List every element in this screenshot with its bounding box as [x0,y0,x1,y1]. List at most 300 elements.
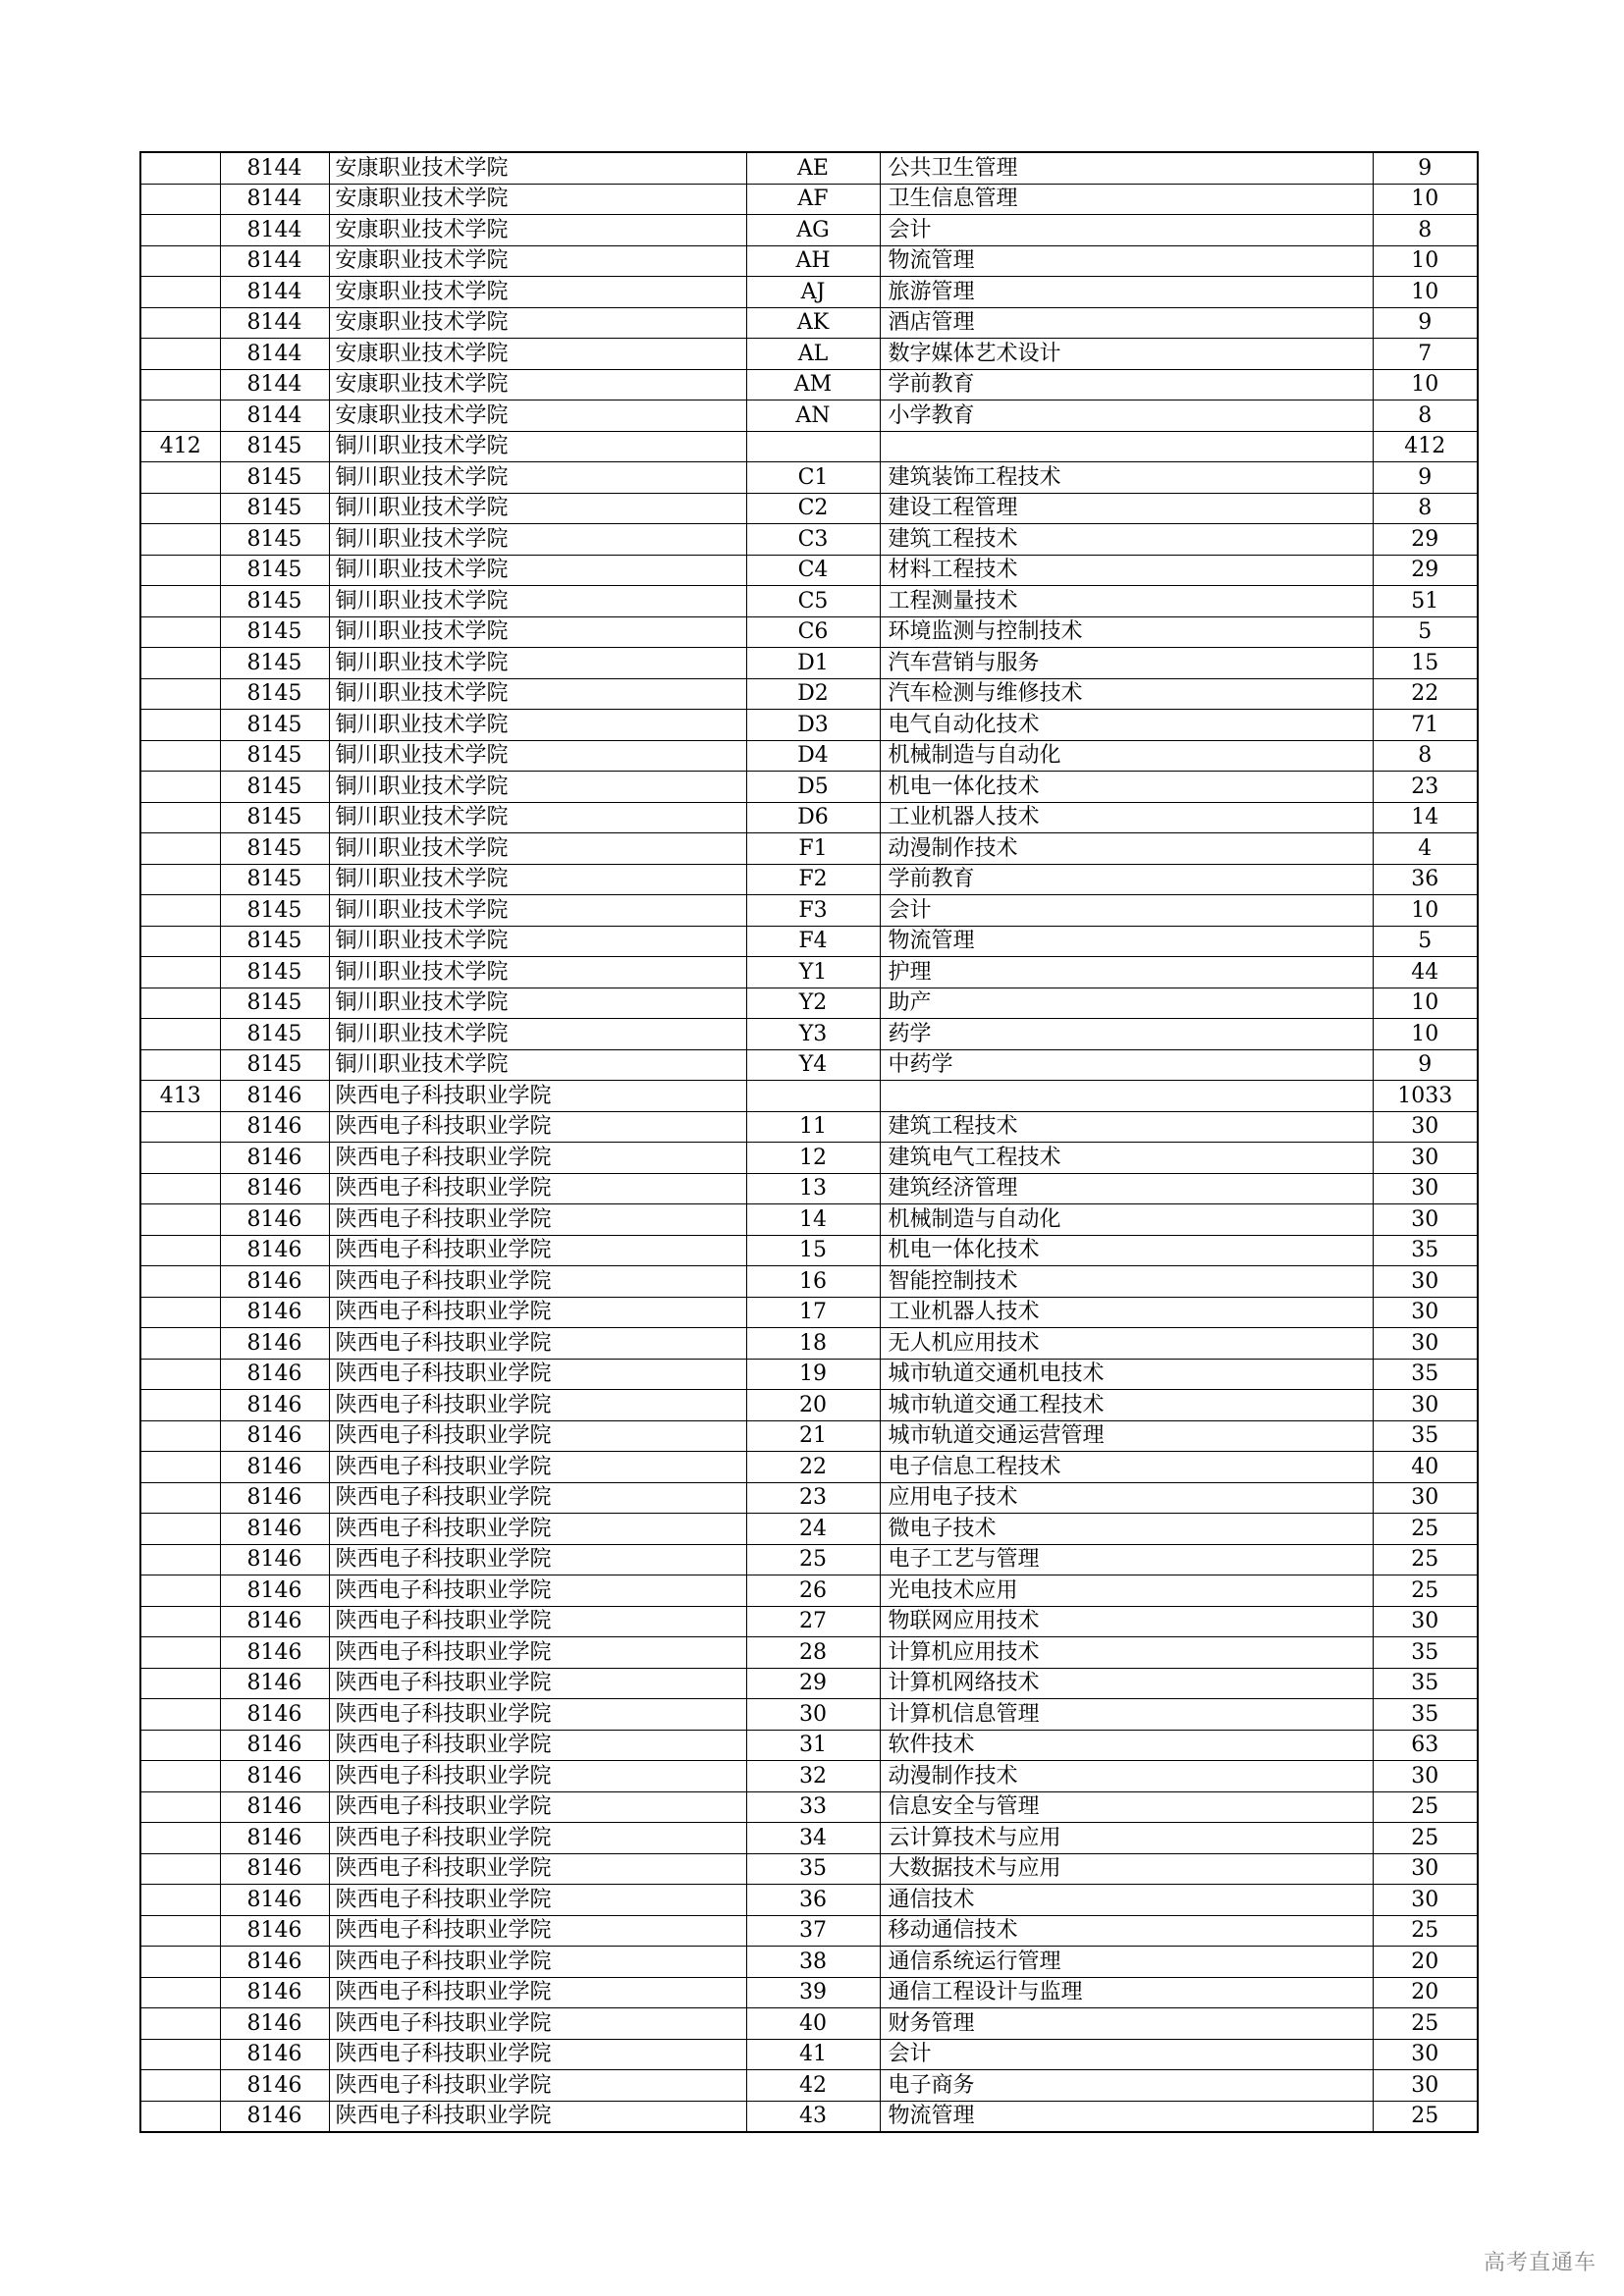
table-row [140,1761,1478,1792]
major-code-cell: F1 [746,833,880,865]
school-name-cell: 铜川职业技术学院 [329,988,746,1019]
major-name-cell [880,431,1373,462]
major-name-cell: 城市轨道交通工程技术 [880,1390,1373,1421]
major-code-cell: C2 [746,493,880,524]
major-name-cell: 助产 [880,988,1373,1019]
school-name-cell: 安康职业技术学院 [329,215,746,246]
group-number-cell [140,1699,220,1731]
major-code-cell: 14 [746,1204,880,1236]
school-name-cell: 陕西电子科技职业学院 [329,1328,746,1360]
major-name-cell: 物联网应用技术 [880,1606,1373,1637]
group-number-cell [140,1420,220,1452]
plan-count-cell: 51 [1373,586,1478,617]
table-row [140,1791,1478,1823]
major-name-cell: 护理 [880,957,1373,988]
school-code-cell: 8145 [220,1049,329,1081]
major-code-cell: AJ [746,277,880,308]
plan-count-cell: 5 [1373,616,1478,648]
school-code-cell: 8144 [220,215,329,246]
table-row [140,431,1478,462]
major-code-cell [746,1081,880,1112]
plan-count-cell: 35 [1373,1699,1478,1731]
major-code-cell: D5 [746,772,880,803]
major-code-cell: F3 [746,895,880,927]
school-code-cell: 8145 [220,648,329,679]
group-number-cell [140,710,220,741]
school-name-cell: 铜川职业技术学院 [329,524,746,556]
school-code-cell: 8145 [220,740,329,772]
group-number-cell [140,1452,220,1483]
major-name-cell: 工业机器人技术 [880,1297,1373,1328]
school-name-cell: 陕西电子科技职业学院 [329,2008,746,2040]
table-row [140,1390,1478,1421]
group-number-cell [140,1977,220,2008]
plan-count-cell: 63 [1373,1730,1478,1761]
school-name-cell: 陕西电子科技职业学院 [329,1482,746,1514]
table-row [140,864,1478,895]
group-number-cell [140,2070,220,2102]
school-name-cell: 安康职业技术学院 [329,369,746,400]
major-name-cell: 电子商务 [880,2070,1373,2102]
table-row [140,833,1478,865]
enrollment-plan-body [140,152,1478,2132]
school-code-cell: 8146 [220,1885,329,1916]
major-code-cell: 17 [746,1297,880,1328]
group-number-cell [140,1853,220,1885]
major-code-cell: 24 [746,1514,880,1545]
plan-count-cell: 8 [1373,493,1478,524]
major-name-cell: 应用电子技术 [880,1482,1373,1514]
table-row [140,1606,1478,1637]
school-name-cell: 陕西电子科技职业学院 [329,1297,746,1328]
table-row [140,1173,1478,1204]
plan-count-cell: 35 [1373,1235,1478,1266]
major-code-cell: 20 [746,1390,880,1421]
school-name-cell: 陕西电子科技职业学院 [329,1359,746,1390]
major-name-cell: 光电技术应用 [880,1575,1373,1607]
plan-count-cell: 1033 [1373,1081,1478,1112]
plan-count-cell: 30 [1373,1143,1478,1174]
table-row [140,802,1478,833]
plan-count-cell: 9 [1373,1049,1478,1081]
major-name-cell: 计算机应用技术 [880,1637,1373,1669]
plan-count-cell: 71 [1373,710,1478,741]
school-code-cell: 8146 [220,1606,329,1637]
plan-count-cell: 30 [1373,1111,1478,1143]
school-name-cell: 陕西电子科技职业学院 [329,1853,746,1885]
school-code-cell: 8146 [220,1173,329,1204]
major-name-cell: 机电一体化技术 [880,772,1373,803]
school-code-cell: 8145 [220,431,329,462]
table-row [140,1204,1478,1236]
major-name-cell: 会计 [880,2039,1373,2070]
table-row [140,926,1478,957]
school-name-cell: 铜川职业技术学院 [329,833,746,865]
major-name-cell: 微电子技术 [880,1514,1373,1545]
table-row [140,957,1478,988]
table-row [140,1575,1478,1607]
major-name-cell: 城市轨道交通机电技术 [880,1359,1373,1390]
major-name-cell: 数字媒体艺术设计 [880,339,1373,370]
plan-count-cell: 9 [1373,462,1478,494]
school-name-cell: 陕西电子科技职业学院 [329,1668,746,1699]
table-row [140,1668,1478,1699]
plan-count-cell: 25 [1373,1544,1478,1575]
school-code-cell: 8146 [220,2101,329,2132]
major-name-cell: 智能控制技术 [880,1266,1373,1298]
plan-count-cell: 30 [1373,2039,1478,2070]
major-name-cell: 大数据技术与应用 [880,1853,1373,1885]
table-row [140,1297,1478,1328]
table-row [140,1514,1478,1545]
group-number-cell [140,1204,220,1236]
school-code-cell: 8146 [220,1143,329,1174]
table-row [140,152,1478,184]
plan-count-cell: 10 [1373,184,1478,215]
major-code-cell: D4 [746,740,880,772]
table-row [140,1143,1478,1174]
plan-count-cell: 25 [1373,1915,1478,1947]
major-name-cell: 会计 [880,895,1373,927]
school-name-cell: 陕西电子科技职业学院 [329,1143,746,1174]
school-name-cell: 铜川职业技术学院 [329,926,746,957]
plan-count-cell: 10 [1373,277,1478,308]
group-number-cell [140,2008,220,2040]
plan-count-cell: 14 [1373,802,1478,833]
group-number-cell [140,957,220,988]
table-row [140,1111,1478,1143]
school-code-cell: 8146 [220,1761,329,1792]
school-name-cell: 铜川职业技术学院 [329,957,746,988]
major-code-cell: Y4 [746,1049,880,1081]
major-code-cell: AE [746,152,880,184]
plan-count-cell: 10 [1373,245,1478,277]
plan-count-cell: 36 [1373,864,1478,895]
major-code-cell: AM [746,369,880,400]
school-code-cell: 8144 [220,245,329,277]
school-code-cell: 8146 [220,1977,329,2008]
major-name-cell: 学前教育 [880,864,1373,895]
group-number-cell [140,369,220,400]
group-number-cell [140,493,220,524]
school-code-cell: 8145 [220,524,329,556]
school-name-cell: 陕西电子科技职业学院 [329,1204,746,1236]
plan-count-cell: 30 [1373,1328,1478,1360]
major-name-cell: 计算机网络技术 [880,1668,1373,1699]
plan-count-cell: 30 [1373,1761,1478,1792]
plan-count-cell: 8 [1373,215,1478,246]
school-name-cell: 安康职业技术学院 [329,152,746,184]
major-code-cell: C3 [746,524,880,556]
plan-count-cell: 25 [1373,1514,1478,1545]
table-row [140,1699,1478,1731]
school-name-cell: 陕西电子科技职业学院 [329,1452,746,1483]
plan-count-cell: 22 [1373,678,1478,710]
school-code-cell: 8146 [220,1081,329,1112]
major-code-cell: AN [746,400,880,432]
group-number-cell [140,988,220,1019]
major-name-cell: 工程测量技术 [880,586,1373,617]
table-row [140,1359,1478,1390]
group-number-cell [140,926,220,957]
school-name-cell: 铜川职业技术学院 [329,802,746,833]
plan-count-cell: 30 [1373,1606,1478,1637]
group-number-cell [140,1730,220,1761]
major-code-cell: 25 [746,1544,880,1575]
table-row [140,2070,1478,2102]
school-code-cell: 8145 [220,586,329,617]
school-name-cell: 铜川职业技术学院 [329,772,746,803]
group-number-cell [140,1173,220,1204]
school-name-cell: 安康职业技术学院 [329,307,746,339]
major-name-cell: 建筑装饰工程技术 [880,462,1373,494]
major-name-cell: 通信系统运行管理 [880,1947,1373,1978]
plan-count-cell: 9 [1373,152,1478,184]
major-code-cell: 42 [746,2070,880,2102]
major-name-cell: 电气自动化技术 [880,710,1373,741]
school-name-cell: 陕西电子科技职业学院 [329,1173,746,1204]
plan-count-cell: 412 [1373,431,1478,462]
school-name-cell: 陕西电子科技职业学院 [329,1081,746,1112]
table-row [140,1266,1478,1298]
table-row [140,772,1478,803]
school-code-cell: 8146 [220,1637,329,1669]
group-number-cell [140,678,220,710]
major-code-cell: 29 [746,1668,880,1699]
major-name-cell: 汽车检测与维修技术 [880,678,1373,710]
group-number-cell [140,277,220,308]
major-code-cell: Y1 [746,957,880,988]
table-row [140,740,1478,772]
school-name-cell: 铜川职业技术学院 [329,710,746,741]
group-number-cell [140,1019,220,1050]
group-number-cell [140,1761,220,1792]
major-name-cell: 卫生信息管理 [880,184,1373,215]
group-number-cell [140,1544,220,1575]
group-number-cell [140,1606,220,1637]
major-name-cell: 工业机器人技术 [880,802,1373,833]
plan-count-cell: 8 [1373,400,1478,432]
major-name-cell: 电子工艺与管理 [880,1544,1373,1575]
group-number-cell [140,740,220,772]
school-code-cell: 8146 [220,2039,329,2070]
school-code-cell: 8145 [220,802,329,833]
school-name-cell: 陕西电子科技职业学院 [329,1575,746,1607]
school-name-cell: 陕西电子科技职业学院 [329,1915,746,1947]
major-name-cell: 旅游管理 [880,277,1373,308]
school-code-cell: 8144 [220,184,329,215]
group-number-cell [140,895,220,927]
major-code-cell: 12 [746,1143,880,1174]
table-row [140,1452,1478,1483]
table-row [140,678,1478,710]
group-number-cell [140,1482,220,1514]
school-name-cell: 陕西电子科技职业学院 [329,1544,746,1575]
major-name-cell: 机械制造与自动化 [880,740,1373,772]
plan-count-cell: 30 [1373,1885,1478,1916]
school-name-cell: 陕西电子科技职业学院 [329,1111,746,1143]
table-row [140,369,1478,400]
group-number-cell [140,1947,220,1978]
group-number-cell [140,648,220,679]
group-number-cell [140,400,220,432]
school-code-cell: 8146 [220,1575,329,1607]
major-code-cell: 19 [746,1359,880,1390]
major-code-cell: 32 [746,1761,880,1792]
table-row [140,1977,1478,2008]
table-row [140,2039,1478,2070]
school-name-cell: 安康职业技术学院 [329,245,746,277]
school-code-cell: 8146 [220,1730,329,1761]
table-row [140,339,1478,370]
school-code-cell: 8146 [220,1297,329,1328]
school-code-cell: 8144 [220,369,329,400]
table-row [140,1049,1478,1081]
major-code-cell: 34 [746,1823,880,1854]
school-code-cell: 8145 [220,555,329,586]
major-code-cell: 11 [746,1111,880,1143]
school-code-cell: 8144 [220,277,329,308]
group-number-cell [140,833,220,865]
major-code-cell: AK [746,307,880,339]
group-number-cell [140,1915,220,1947]
group-number-cell [140,1235,220,1266]
school-code-cell: 8146 [220,1791,329,1823]
group-number-cell [140,307,220,339]
major-code-cell: 16 [746,1266,880,1298]
table-row [140,710,1478,741]
school-name-cell: 陕西电子科技职业学院 [329,1791,746,1823]
school-name-cell: 陕西电子科技职业学院 [329,1885,746,1916]
plan-count-cell: 35 [1373,1637,1478,1669]
major-code-cell: 22 [746,1452,880,1483]
major-name-cell [880,1081,1373,1112]
school-code-cell: 8146 [220,1359,329,1390]
table-row [140,895,1478,927]
major-code-cell: C1 [746,462,880,494]
plan-count-cell: 25 [1373,1791,1478,1823]
school-code-cell: 8146 [220,1853,329,1885]
table-row [140,400,1478,432]
plan-count-cell: 8 [1373,740,1478,772]
school-name-cell: 陕西电子科技职业学院 [329,1420,746,1452]
major-name-cell: 药学 [880,1019,1373,1050]
major-code-cell: 27 [746,1606,880,1637]
group-number-cell [140,184,220,215]
major-name-cell: 中药学 [880,1049,1373,1081]
major-code-cell: F4 [746,926,880,957]
major-code-cell: C4 [746,555,880,586]
table-row [140,988,1478,1019]
plan-count-cell: 30 [1373,2070,1478,2102]
school-code-cell: 8146 [220,1699,329,1731]
school-name-cell: 铜川职业技术学院 [329,678,746,710]
major-name-cell: 建筑工程技术 [880,1111,1373,1143]
table-row [140,1482,1478,1514]
school-code-cell: 8146 [220,2008,329,2040]
school-name-cell: 铜川职业技术学院 [329,740,746,772]
plan-count-cell: 20 [1373,1977,1478,2008]
school-name-cell: 陕西电子科技职业学院 [329,1235,746,1266]
group-number-cell [140,802,220,833]
major-code-cell: 26 [746,1575,880,1607]
school-code-cell: 8146 [220,2070,329,2102]
major-name-cell: 城市轨道交通运营管理 [880,1420,1373,1452]
major-code-cell: 30 [746,1699,880,1731]
school-name-cell: 安康职业技术学院 [329,400,746,432]
major-name-cell: 会计 [880,215,1373,246]
major-name-cell: 动漫制作技术 [880,833,1373,865]
plan-count-cell: 10 [1373,1019,1478,1050]
major-name-cell: 物流管理 [880,245,1373,277]
major-code-cell: 39 [746,1977,880,2008]
major-name-cell: 移动通信技术 [880,1915,1373,1947]
group-number-cell [140,586,220,617]
plan-count-cell: 29 [1373,524,1478,556]
plan-count-cell: 10 [1373,988,1478,1019]
school-code-cell: 8146 [220,1544,329,1575]
school-name-cell: 陕西电子科技职业学院 [329,1266,746,1298]
group-number-cell [140,1668,220,1699]
school-name-cell: 陕西电子科技职业学院 [329,1514,746,1545]
school-name-cell: 安康职业技术学院 [329,339,746,370]
school-name-cell: 陕西电子科技职业学院 [329,1823,746,1854]
school-name-cell: 陕西电子科技职业学院 [329,1699,746,1731]
school-name-cell: 陕西电子科技职业学院 [329,1730,746,1761]
plan-count-cell: 25 [1373,2101,1478,2132]
major-code-cell: 28 [746,1637,880,1669]
school-name-cell: 铜川职业技术学院 [329,431,746,462]
school-code-cell: 8145 [220,1019,329,1050]
plan-count-cell: 30 [1373,1297,1478,1328]
plan-count-cell: 10 [1373,369,1478,400]
table-row [140,307,1478,339]
table-row [140,1235,1478,1266]
table-row [140,586,1478,617]
major-code-cell: D3 [746,710,880,741]
school-code-cell: 8144 [220,400,329,432]
plan-count-cell: 20 [1373,1947,1478,1978]
major-name-cell: 云计算技术与应用 [880,1823,1373,1854]
table-row [140,1885,1478,1916]
major-name-cell: 公共卫生管理 [880,152,1373,184]
school-code-cell: 8146 [220,1915,329,1947]
major-code-cell [746,431,880,462]
enrollment-plan-table [139,151,1479,2133]
school-name-cell: 陕西电子科技职业学院 [329,1947,746,1978]
group-number-cell [140,1823,220,1854]
major-name-cell: 无人机应用技术 [880,1328,1373,1360]
plan-count-cell: 40 [1373,1452,1478,1483]
school-name-cell: 陕西电子科技职业学院 [329,1761,746,1792]
group-number-cell [140,245,220,277]
major-code-cell: 43 [746,2101,880,2132]
group-number-cell: 412 [140,431,220,462]
group-number-cell [140,215,220,246]
school-code-cell: 8145 [220,988,329,1019]
table-row [140,1637,1478,1669]
plan-count-cell: 30 [1373,1853,1478,1885]
major-code-cell: AH [746,245,880,277]
school-code-cell: 8145 [220,493,329,524]
plan-count-cell: 35 [1373,1420,1478,1452]
group-number-cell [140,462,220,494]
school-code-cell: 8146 [220,1111,329,1143]
table-row [140,493,1478,524]
plan-count-cell: 29 [1373,555,1478,586]
major-code-cell: F2 [746,864,880,895]
major-name-cell: 电子信息工程技术 [880,1452,1373,1483]
